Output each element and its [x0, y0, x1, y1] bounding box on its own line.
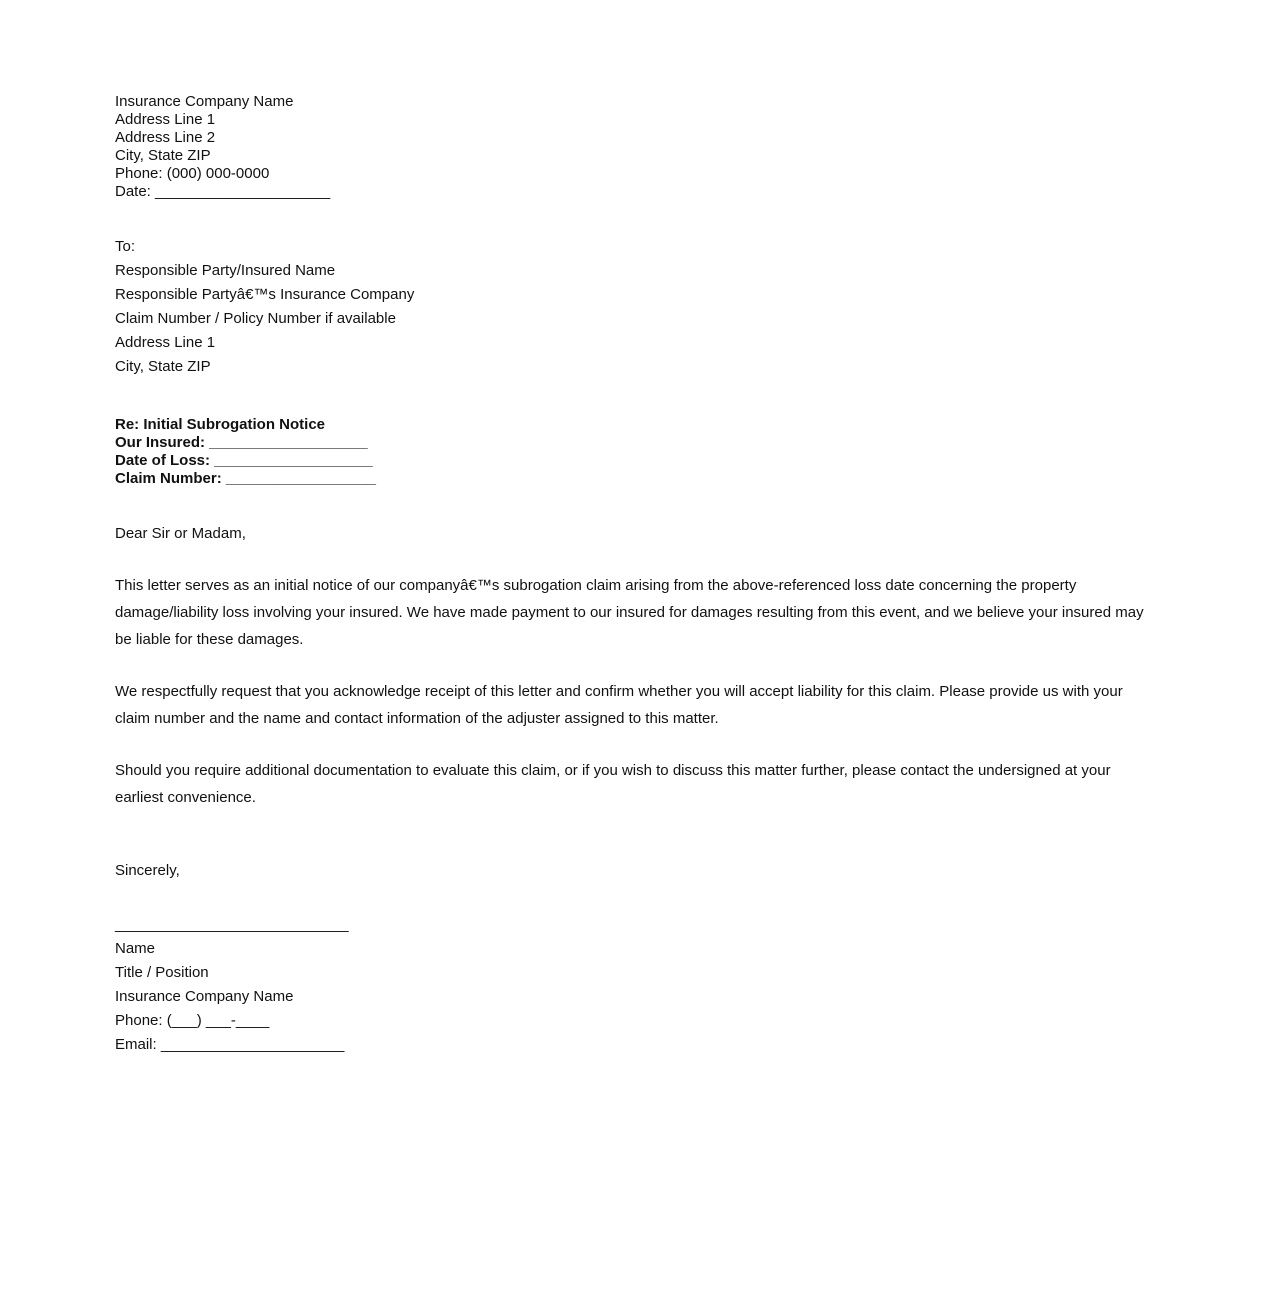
body-paragraph-1: This letter serves as an initial notice of our companyâ€™s subrogation claim arising from the above-referenced loss date concerning the property damage/liability loss involving your insured. We have made payment to our insured for damages resulting from this event, and we believe your insured may be liable for these damages. — [115, 577, 1144, 648]
sender-block — [115, 93, 1155, 201]
subrogation-letter — [115, 93, 1155, 1057]
recipient-claim-policy-number: Claim Number / Policy Number if available — [115, 310, 396, 327]
sender-company-name: Insurance Company Name — [115, 93, 294, 110]
closing: Sincerely, — [115, 862, 180, 879]
claim-number-blank-line: Claim Number: __________________ — [115, 470, 377, 487]
signature-name: Name — [115, 940, 156, 957]
recipient-address-line-1: Address Line 1 — [115, 334, 216, 351]
recipient-city-state-zip: City, State ZIP — [115, 358, 211, 375]
our-insured-blank-line: Our Insured: ___________________ — [115, 434, 368, 451]
salutation: Dear Sir or Madam, — [115, 525, 246, 542]
signature-title-position: Title / Position — [115, 964, 209, 981]
date-blank-line: Date: _____________________ — [115, 183, 331, 200]
to-label: To: — [115, 238, 136, 255]
sender-city-state-zip: City, State ZIP — [115, 147, 211, 164]
signature-email-blank: Email: ______________________ — [115, 1036, 345, 1053]
body-paragraph-3: Should you require additional documentation to evaluate this claim, or if you wish to discuss this matter further, please contact the undersigned at your earliest convenience. — [115, 762, 1111, 806]
subject-block — [115, 416, 1155, 488]
re-subject-line: Re: Initial Subrogation Notice — [115, 416, 326, 433]
recipient-insurance-company: Responsible Partyâ€™s Insurance Company — [115, 286, 415, 303]
sender-address-line-1: Address Line 1 — [115, 111, 216, 128]
body-paragraph-2: We respectfully request that you acknowledge receipt of this letter and confirm whether you will accept liability for this claim. Please provide us with your claim number and the name and contact information of the adjuster assigned to this matter. — [115, 683, 1123, 727]
recipient-block — [115, 235, 1155, 379]
recipient-name: Responsible Party/Insured Name — [115, 262, 336, 279]
signature-company-name: Insurance Company Name — [115, 988, 294, 1005]
date-of-loss-blank-line: Date of Loss: ___________________ — [115, 452, 373, 469]
signature-rule: ____________________________ — [115, 916, 349, 933]
sender-address-line-2: Address Line 2 — [115, 129, 216, 146]
signature-block — [115, 913, 1155, 1057]
sender-phone: Phone: (000) 000-0000 — [115, 165, 270, 182]
signature-phone-blank: Phone: (___) ___-____ — [115, 1012, 270, 1029]
